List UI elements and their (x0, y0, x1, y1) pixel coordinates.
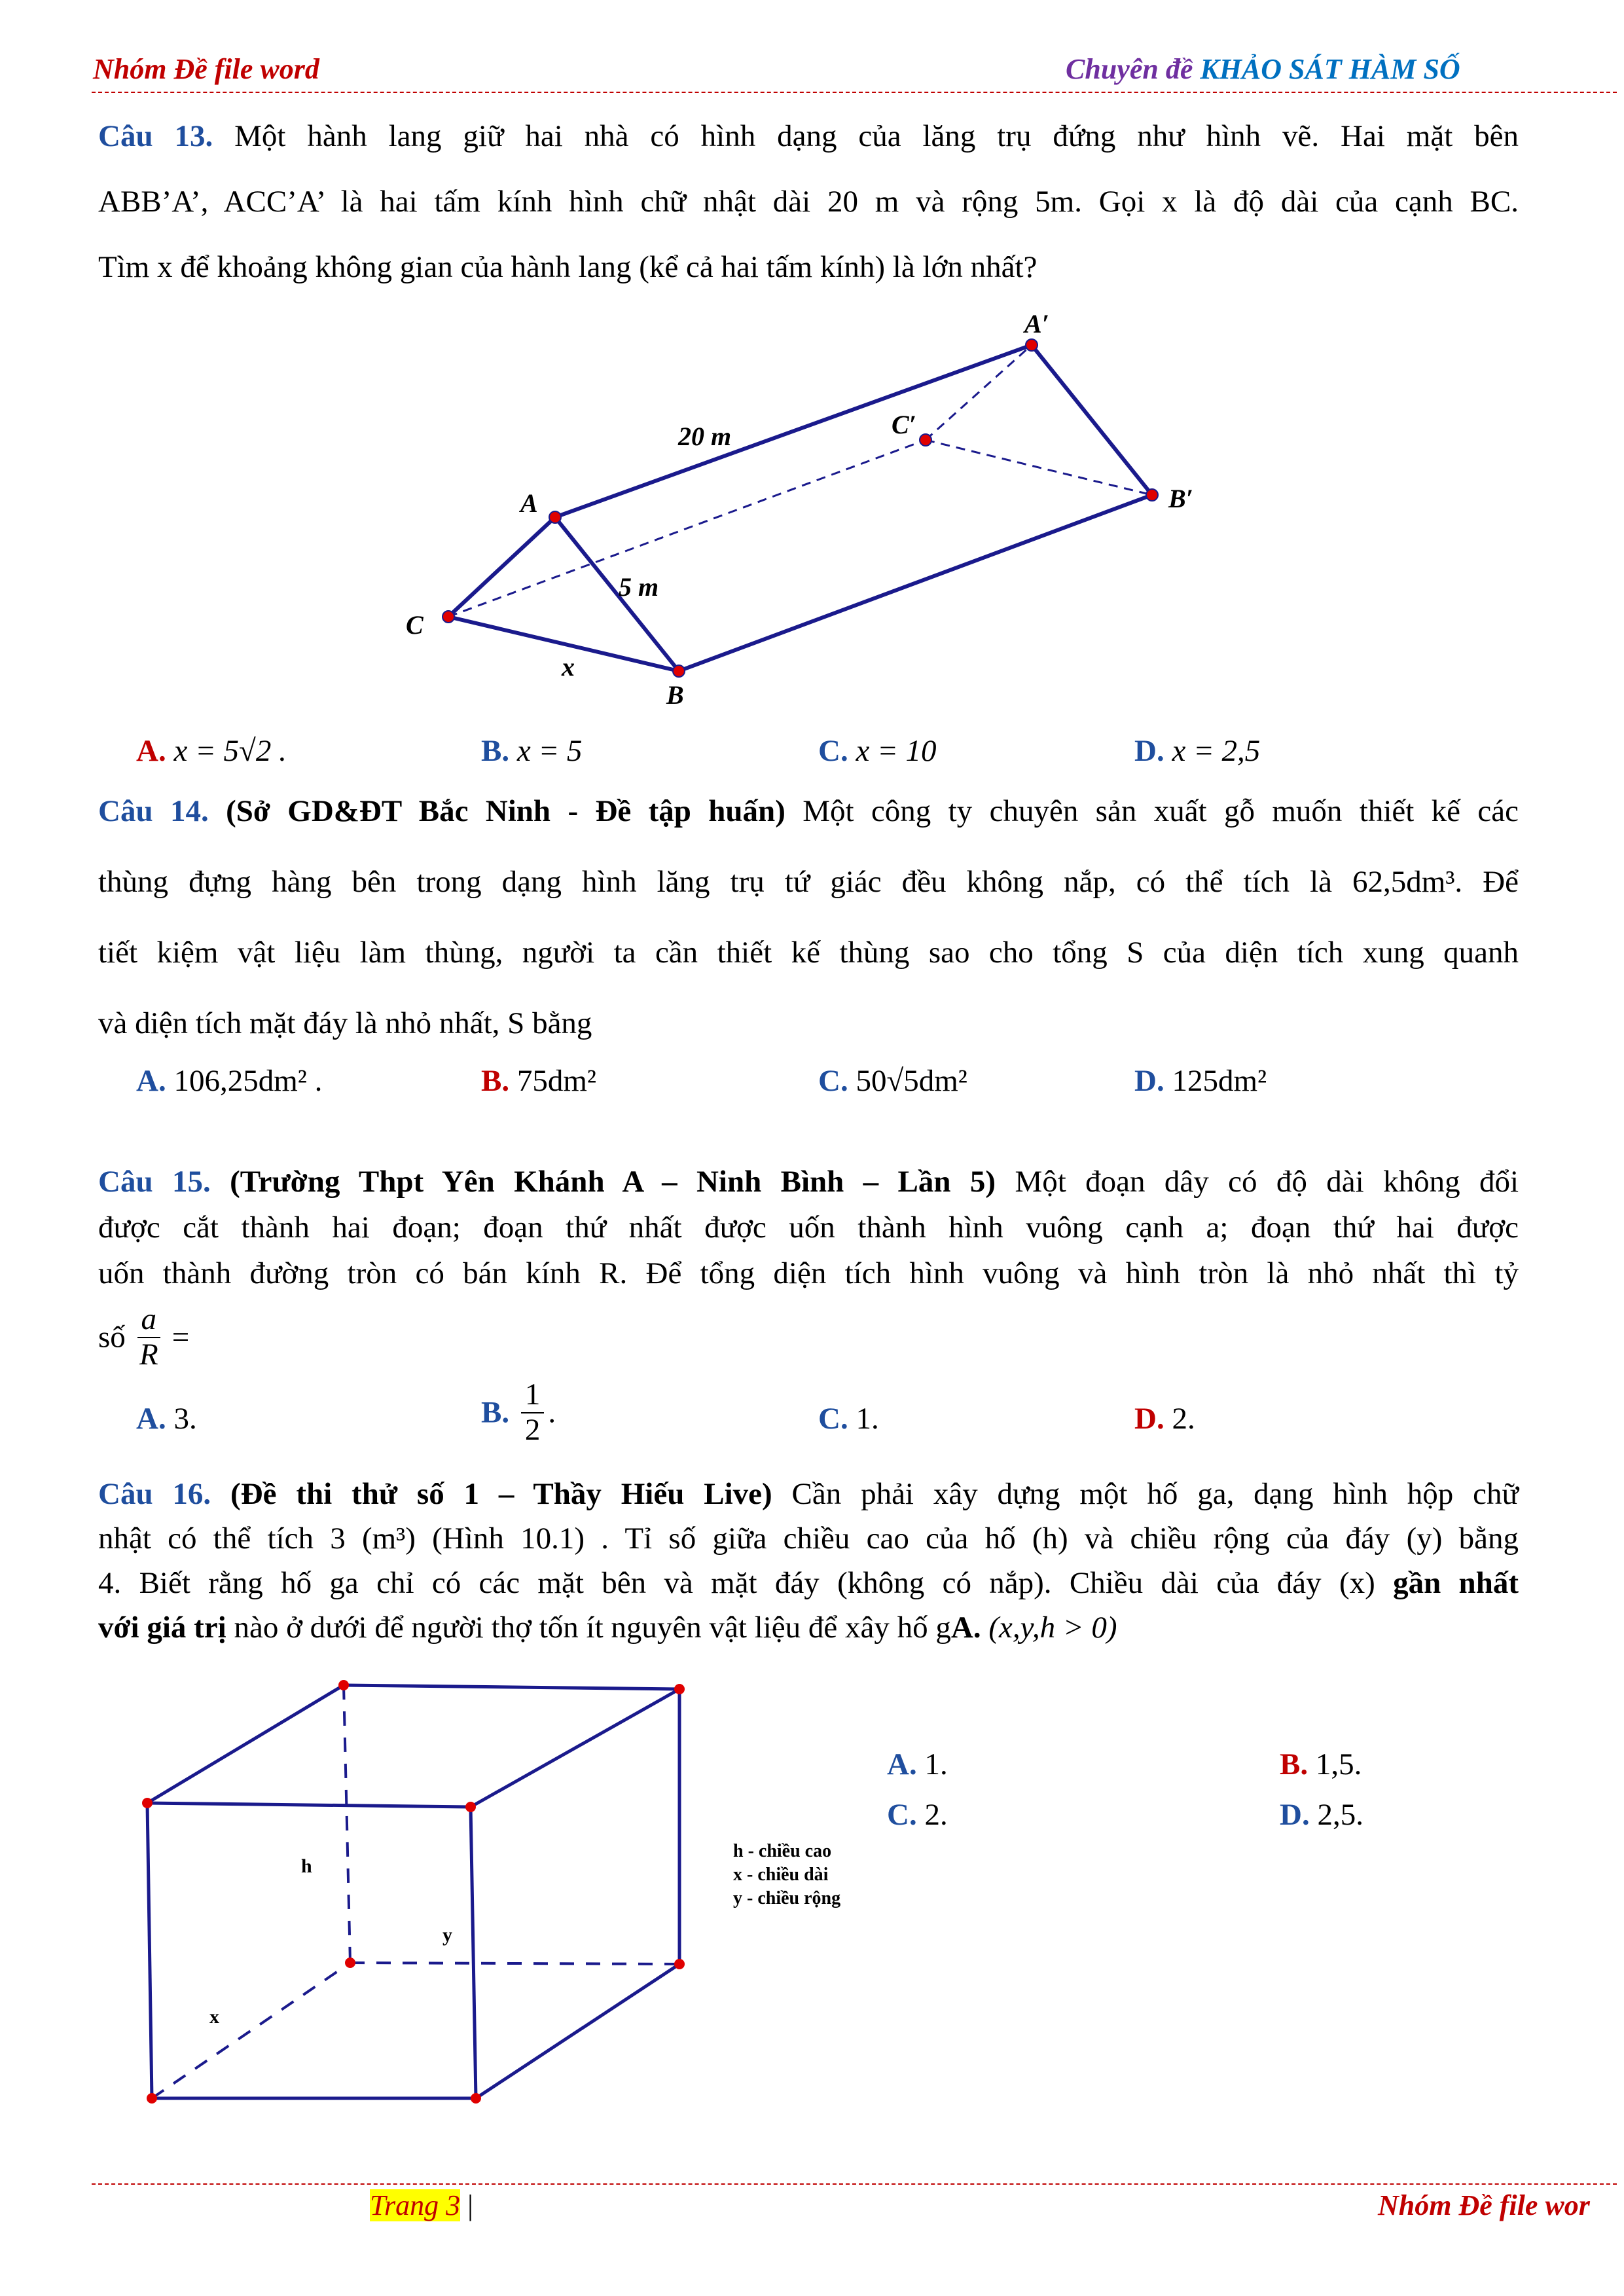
prism-figure (393, 301, 1244, 720)
box-edge-top-back (344, 1685, 679, 1689)
q14-line2: thùng đựng hàng bên trong dạng hình lăng trụ tứ giác đều không nắp, có thể tích là 62,5dm³. Để (98, 865, 1519, 899)
box-edge-bottom-right (476, 1964, 679, 2098)
box-vertex (674, 1959, 685, 1969)
box-vertex (674, 1684, 685, 1694)
point-B (673, 665, 685, 677)
point-C1 (920, 434, 931, 446)
q14-line1: Một công ty chuyên sản xuất gỗ muốn thiết kế các (785, 794, 1519, 828)
box-edge-right-front (471, 1807, 476, 2098)
box-edge-left-front (147, 1803, 152, 2098)
q16-line4: nào ở dưới để người thợ tốn ít nguyên vật liệu để xây hố g (226, 1611, 951, 1645)
q15-line3: uốn thành đường tròn có bán kính R. Để tổng diện tích hình vuông và hình tròn là nhỏ nhất thì tỷ (98, 1256, 1519, 1290)
box-vertex (345, 1958, 355, 1968)
edge-CC1 (448, 440, 926, 617)
label-C: C (406, 610, 424, 640)
q13-label: Câu 13. (98, 119, 213, 153)
q15-line1: Một đoạn dây có độ dài không đổi (996, 1165, 1519, 1199)
point-C (442, 611, 454, 623)
q16-source: (Đề thi thử số 1 – Thầy Hiếu Live) (230, 1477, 772, 1511)
box-edge-top-front (147, 1803, 471, 1807)
q13-option-c[interactable]: C. x = 10 (818, 734, 937, 768)
box-edge-top-left (147, 1685, 344, 1803)
q16-label: Câu 16. (98, 1477, 211, 1511)
q14-option-c[interactable]: C. 50√5dm² (818, 1064, 967, 1098)
q16-line4-tail-bold: A. (950, 1611, 981, 1645)
q15-option-d[interactable]: D. 2. (1134, 1402, 1195, 1436)
q16-option-a[interactable]: A. 1. (887, 1747, 948, 1781)
q16-line2: nhật có thể tích 3 (m³) (Hình 10.1) . Tỉ số giữa chiều cao của hố (h) và chiều rộng của đáy (y) bằng (98, 1522, 1519, 1556)
label-x: x (209, 2006, 219, 2028)
q16-line4-tail: (x,y,h > 0) (981, 1611, 1117, 1645)
footer-page (370, 2189, 473, 2222)
box-vertex (465, 1802, 476, 1812)
q14-option-d[interactable]: D. 125dm² (1134, 1064, 1267, 1098)
q14-line4: và diện tích mặt đáy là nhỏ nhất, S bằng (98, 1006, 592, 1040)
q15-line2: được cắt thành hai đoạn; đoạn thứ nhất được uốn thành hình vuông cạnh a; đoạn thứ hai được (98, 1211, 1519, 1245)
label-x: x (562, 652, 575, 682)
q15-option-a[interactable]: A. 3. (136, 1402, 197, 1436)
label-h: h (301, 1855, 312, 1877)
q13-line2: ABB’A’, ACC’A’ là hai tấm kính hình chữ nhật dài 20 m và rộng 5m. Gọi x là độ dài của cạnh BC. (98, 185, 1519, 219)
box-vertex (338, 1680, 349, 1690)
q16-line3: 4. Biết rằng hố ga chỉ có các mặt bên và mặt đáy (không có nắp). Chiều dài của đáy (x) (98, 1566, 1375, 1600)
edge-C1A1 (926, 345, 1032, 440)
box-vertex (471, 2093, 481, 2104)
point-A1 (1026, 339, 1038, 351)
footer-separator: | (467, 2189, 473, 2221)
q16-line1: Cần phải xây dựng một hố ga, dạng hình hộp chữ (772, 1477, 1519, 1511)
box-vertex (147, 2093, 157, 2104)
header-prefix: Chuyên đề (1066, 53, 1193, 85)
q15-option-b[interactable]: B. $\frac{1}{2}$ . (481, 1377, 556, 1447)
q16-option-b[interactable]: B. 1,5. (1280, 1747, 1362, 1781)
box-vertex (142, 1798, 153, 1808)
q14-option-a[interactable]: A. 106,25dm² . (136, 1064, 323, 1098)
q15-ratio: số $\frac{a}{R}$ = (98, 1302, 190, 1372)
label-y: y (442, 1924, 452, 1946)
box-edge-hidden-back (350, 1963, 679, 1964)
q14-source: (Sở GD&ĐT Bắc Ninh - Đề tập huấn) (226, 794, 785, 828)
question-16 (98, 1472, 1519, 1650)
label-A1: A′ (1024, 309, 1049, 338)
footer-rule (92, 2183, 1617, 2185)
page-number: Trang 3 (370, 2189, 461, 2221)
box-edge-top-right (471, 1689, 679, 1807)
q13-option-b[interactable]: B. x = 5 (481, 734, 583, 768)
edge-AA1 (555, 345, 1032, 517)
label-B: B (666, 680, 684, 710)
q13-line1: Một hành lang giữ hai nhà có hình dạng của lăng trụ đứng như hình vẽ. Hai mặt bên (213, 119, 1519, 153)
point-A (549, 511, 561, 523)
label-A: A (520, 488, 538, 518)
question-15 (98, 1159, 1519, 1296)
q15-source: (Trường Thpt Yên Khánh A – Ninh Bình – Lần 5) (230, 1165, 996, 1199)
edge-AC (448, 517, 555, 617)
label-B1: B′ (1168, 484, 1193, 513)
q16-line3-bold: gần nhất (1375, 1566, 1519, 1600)
point-B1 (1146, 489, 1158, 501)
q14-label: Câu 14. (98, 794, 209, 828)
header-right (1066, 52, 1460, 86)
edge-C1B1 (926, 440, 1152, 495)
q15-option-c[interactable]: C. 1. (818, 1402, 879, 1436)
label-20m: 20 m (678, 422, 732, 451)
q16-option-d[interactable]: D. 2,5. (1280, 1798, 1363, 1832)
question-13 (98, 103, 1519, 300)
label-5m: 5 m (619, 572, 659, 602)
q14-option-b[interactable]: B. 75dm² (481, 1064, 597, 1098)
edge-BB1 (679, 495, 1152, 671)
q13-option-d[interactable]: D. x = 2,5 (1134, 734, 1261, 768)
legend-x: x - chiều dài (733, 1865, 829, 1885)
header-rule (92, 92, 1617, 93)
q15-label: Câu 15. (98, 1165, 211, 1199)
question-14 (98, 776, 1519, 1059)
box-edge-hidden-left (152, 1963, 350, 2098)
q14-line3: tiết kiệm vật liệu làm thùng, người ta cần thiết kế thùng sao cho tổng S của diện tích xung quanh (98, 936, 1519, 970)
q13-option-a[interactable]: A. x = 5√2 . (136, 734, 287, 768)
footer-brand: Nhóm Đề file wor (1378, 2189, 1590, 2221)
header-left: Nhóm Đề file word (93, 53, 319, 85)
label-C1: C′ (892, 410, 916, 439)
legend-y: y - chiều rộng (733, 1888, 841, 1908)
edge-A1B1 (1032, 345, 1152, 495)
box-edge-hidden-vertical (344, 1685, 350, 1963)
q16-line4-bold: với giá trị (98, 1611, 226, 1645)
q13-line3: Tìm x để khoảng không gian của hành lang (kể cả hai tấm kính) là lớn nhất? (98, 250, 1038, 284)
box-legend (733, 1840, 840, 1910)
legend-h: h - chiều cao (733, 1841, 832, 1861)
header-topic: KHẢO SÁT HÀM SỐ (1200, 53, 1460, 85)
q16-option-c[interactable]: C. 2. (887, 1798, 948, 1832)
